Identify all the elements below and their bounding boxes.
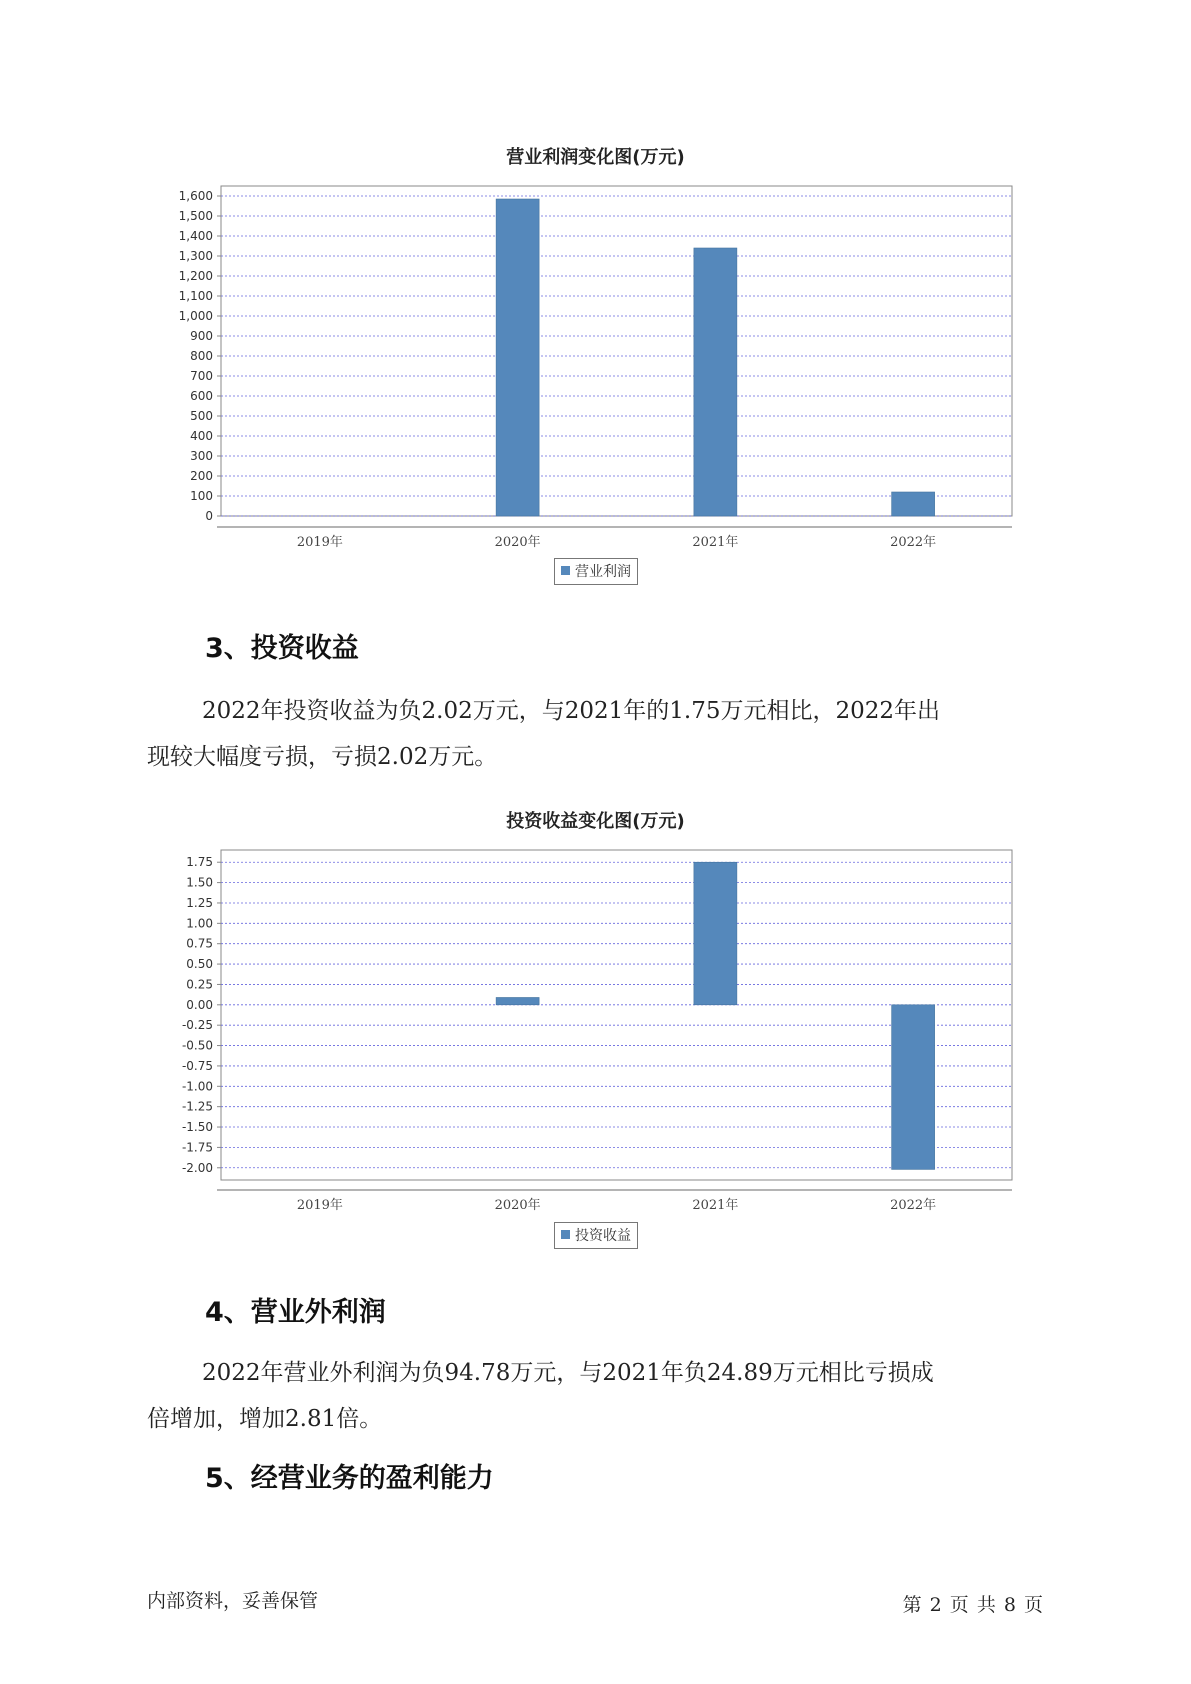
x-tick-label: 2021年 (692, 535, 739, 550)
y-tick-label: 400 (190, 429, 213, 443)
y-tick-label: 900 (190, 329, 213, 343)
x-tick-label: 2020年 (494, 1198, 541, 1213)
paragraph-line: 2022年投资收益为负2.02万元，与2021年的1.75万元相比，2022年出 (202, 698, 941, 724)
y-tick-label: 1.75 (186, 855, 213, 870)
y-tick-label: 1,500 (178, 209, 213, 223)
y-tick-label: -0.25 (181, 1018, 213, 1033)
section-heading-profitability: 5、经营业务的盈利能力 (205, 1463, 494, 1494)
y-tick-label: 0.25 (186, 977, 213, 992)
legend-label: 投资收益 (575, 1228, 631, 1244)
y-tick-label: 1,400 (178, 229, 213, 243)
bar (694, 248, 737, 516)
x-tick-label: 2020年 (494, 535, 541, 550)
paragraph-non-operating-profit (147, 1350, 1047, 1442)
y-tick-label: 0.75 (186, 936, 213, 951)
bar (496, 199, 539, 516)
section-heading-non-operating-profit: 4、营业外利润 (205, 1297, 386, 1328)
paragraph-line: 2022年营业外利润为负94.78万元，与2021年负24.89万元相比亏损成 (202, 1360, 934, 1386)
chart-legend (554, 1222, 638, 1249)
y-tick-label: 300 (190, 449, 213, 463)
investment-income-bar-chart (0, 838, 1191, 1213)
chart-title-operating-profit: 营业利润变化图(万元) (506, 147, 685, 168)
paragraph-investment-income (147, 688, 1047, 780)
bar (496, 997, 539, 1004)
y-tick-label: 1,600 (178, 189, 213, 203)
y-tick-label: 0.00 (186, 997, 213, 1012)
x-tick-label: 2022年 (890, 1198, 937, 1213)
y-tick-label: 1,200 (178, 269, 213, 283)
y-tick-label: 1.25 (186, 895, 213, 910)
y-tick-label: 800 (190, 349, 213, 363)
y-tick-label: -1.75 (181, 1140, 213, 1155)
y-tick-label: -0.50 (181, 1038, 213, 1053)
chart-title-investment-income: 投资收益变化图(万元) (506, 811, 685, 832)
legend-swatch (561, 1230, 570, 1239)
y-tick-label: 1,300 (178, 249, 213, 263)
y-tick-label: -2.00 (181, 1160, 213, 1175)
y-tick-label: 700 (190, 369, 213, 383)
y-tick-label: 0 (205, 509, 213, 523)
bar (892, 492, 935, 516)
legend-swatch (561, 566, 570, 575)
chart-legend (554, 558, 638, 585)
footer-page-number: 第 2 页 共 8 页 (902, 1594, 1044, 1616)
y-tick-label: 100 (190, 489, 213, 503)
y-tick-label: 0.50 (186, 957, 213, 972)
y-tick-label: -1.25 (181, 1099, 213, 1114)
paragraph-line: 倍增加，增加2.81倍。 (147, 1406, 383, 1432)
y-tick-label: 1.00 (186, 916, 213, 931)
legend-label: 营业利润 (575, 564, 631, 580)
y-tick-label: 1,100 (178, 289, 213, 303)
y-tick-label: -0.75 (181, 1058, 213, 1073)
x-tick-label: 2022年 (890, 535, 937, 550)
x-tick-label: 2019年 (296, 1198, 343, 1213)
section-heading-investment-income: 3、投资收益 (205, 633, 359, 664)
x-tick-label: 2021年 (692, 1198, 739, 1213)
x-tick-label: 2019年 (296, 535, 343, 550)
plot-area (221, 186, 1012, 516)
y-tick-label: 200 (190, 469, 213, 483)
y-tick-label: 1,000 (178, 309, 213, 323)
operating-profit-bar-chart (0, 170, 1191, 550)
y-tick-label: 600 (190, 389, 213, 403)
footer-confidential-note: 内部资料，妥善保管 (147, 1590, 319, 1612)
y-tick-label: 500 (190, 409, 213, 423)
bar (892, 1005, 935, 1170)
y-tick-label: -1.00 (181, 1079, 213, 1094)
bar (694, 862, 737, 1005)
paragraph-line: 现较大幅度亏损，亏损2.02万元。 (147, 744, 498, 770)
y-tick-label: -1.50 (181, 1120, 213, 1135)
y-tick-label: 1.50 (186, 875, 213, 890)
